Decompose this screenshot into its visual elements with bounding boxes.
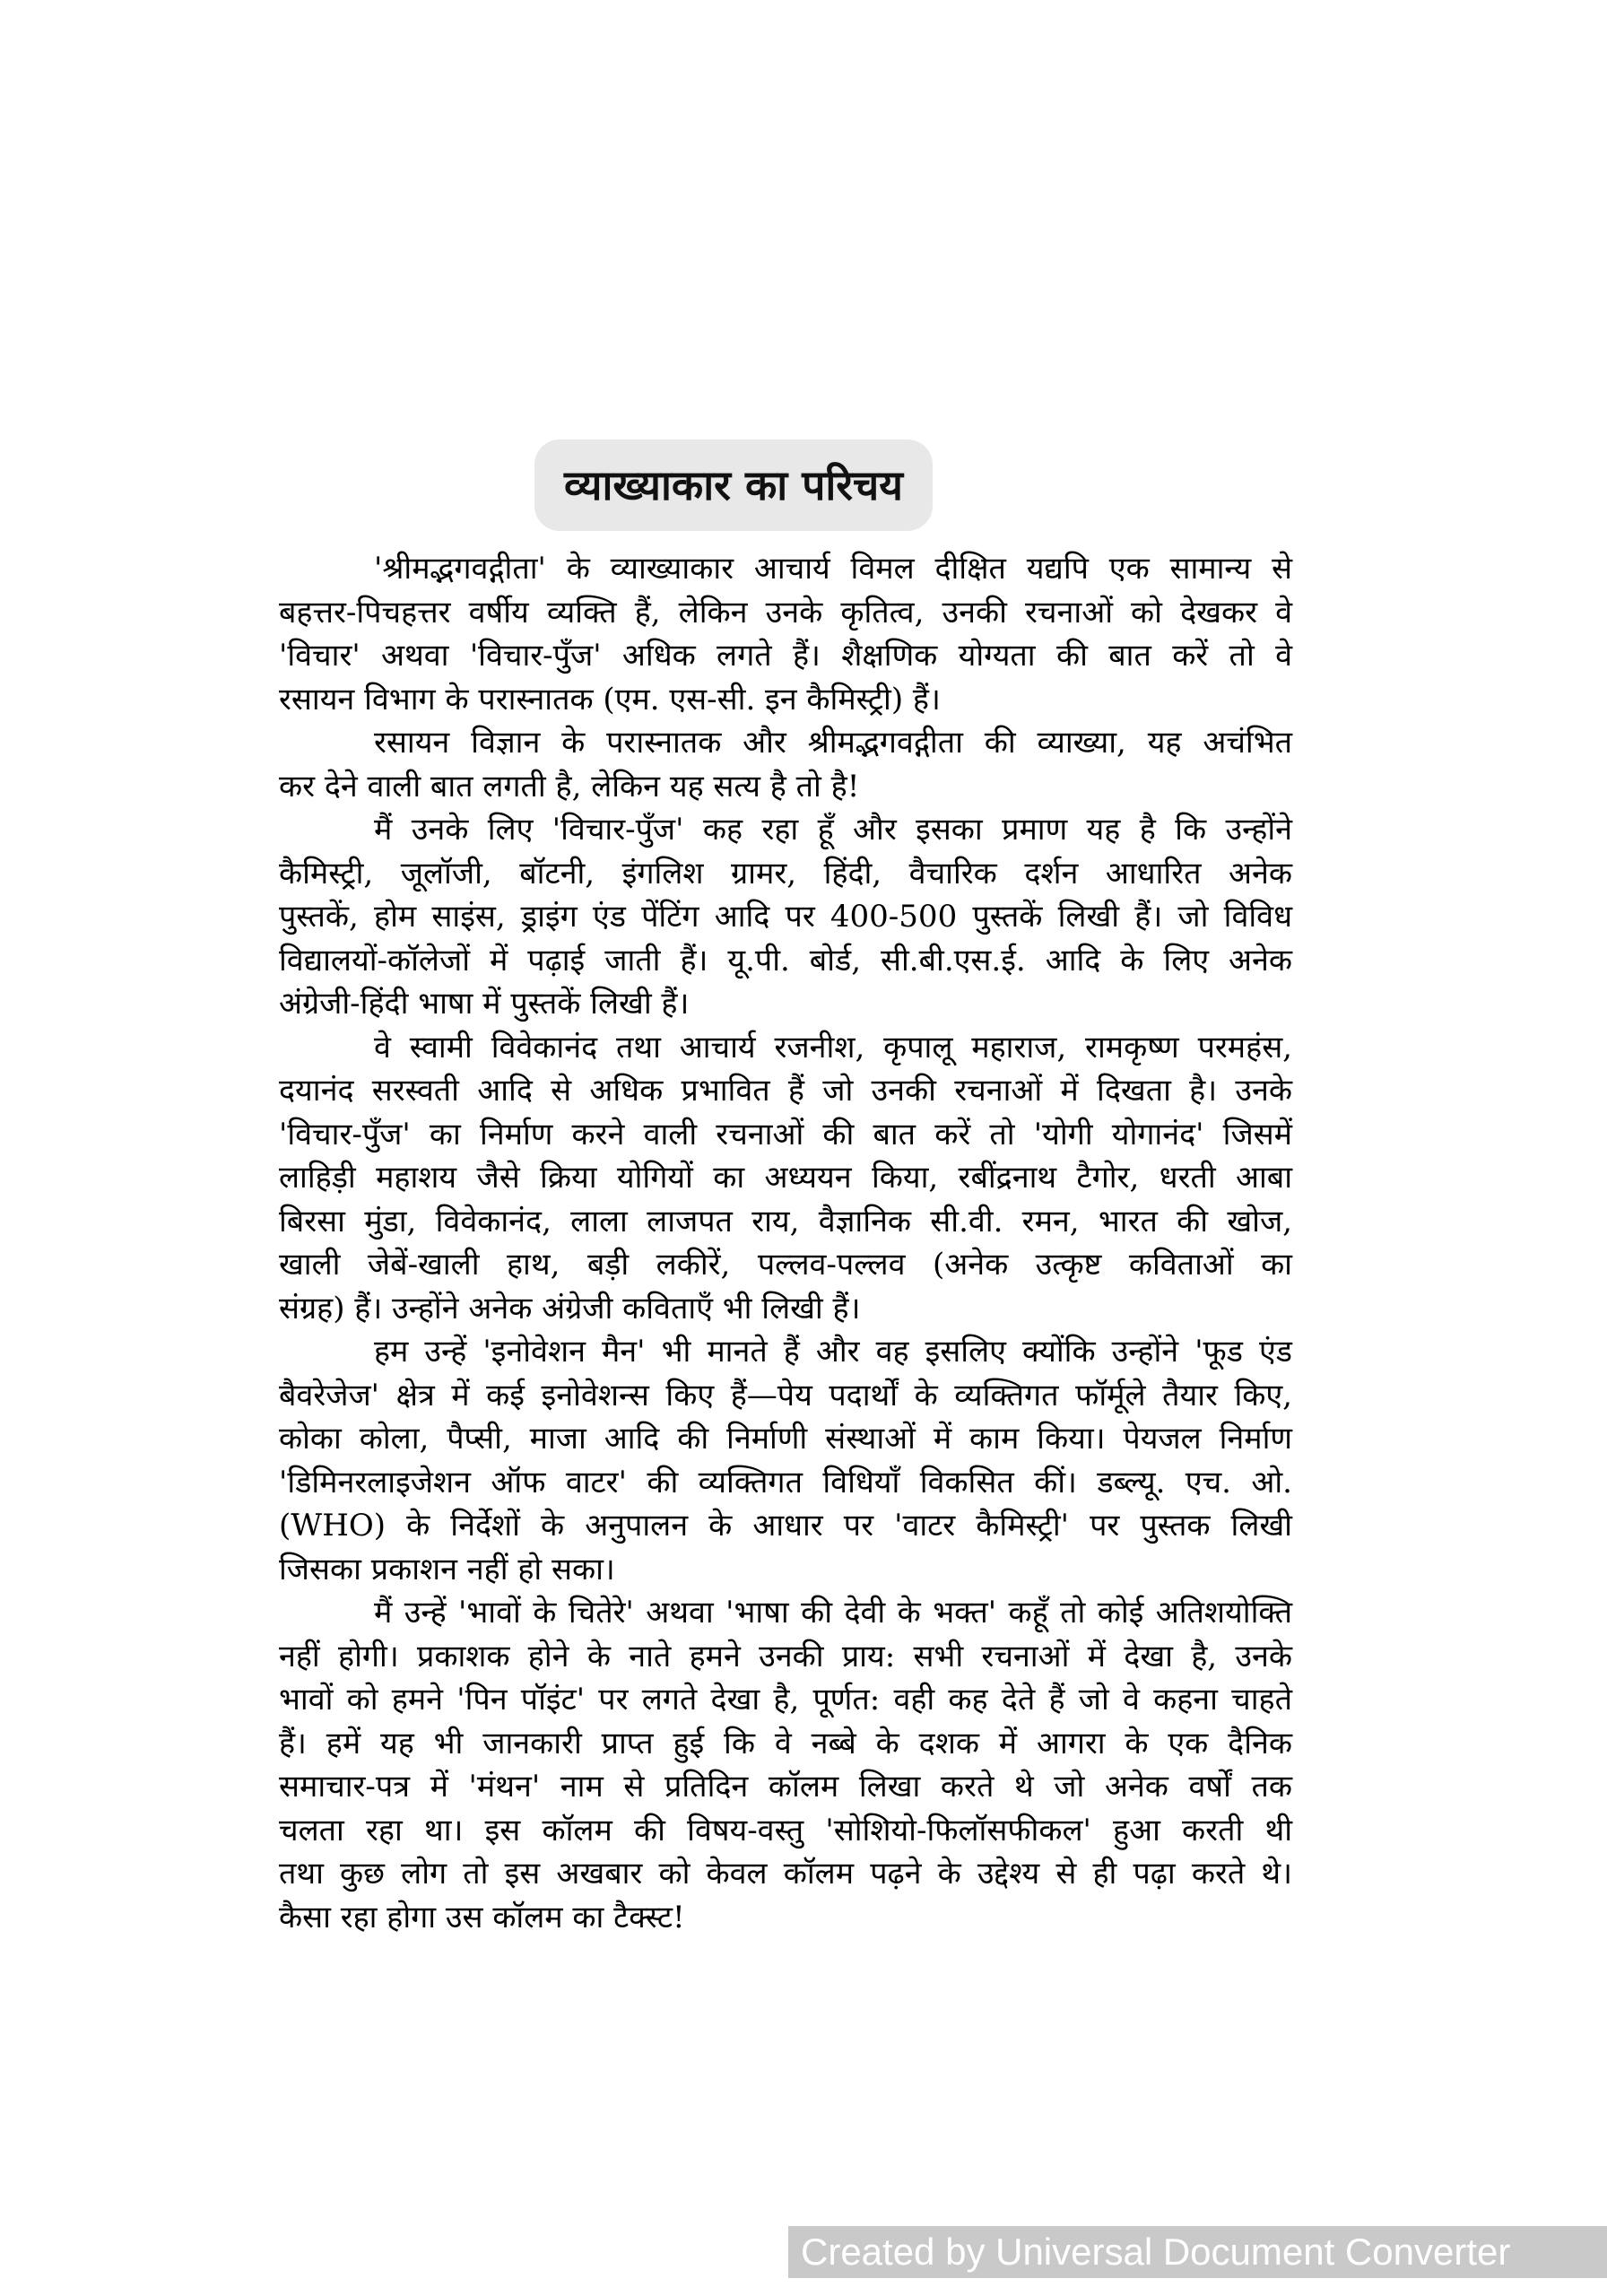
text-line: हम उन्हें 'इनोवेशन मैन' भी मानते हैं और वह इसलिए क्योंकि उन्होंने 'फूड एंड xyxy=(374,1334,1292,1370)
watermark-bar xyxy=(788,2226,1607,2278)
text-line: कैसा रहा होगा उस कॉलम का टैक्स्ट! xyxy=(279,1899,685,1935)
text-line: बहत्तर-पिचहत्तर वर्षीय व्यक्ति हैं, लेकिन उनके कृतित्व, उनकी रचनाओं को देखकर वे xyxy=(279,594,1292,631)
text-line: संग्रह) हैं। उन्होंने अनेक अंग्रेजी कविताएँ भी लिखी हैं। xyxy=(279,1290,861,1326)
text-line: रसायन विज्ञान के परास्नातक और श्रीमद्भगवद्गीता की व्याख्या, यह अचंभित xyxy=(374,725,1292,761)
text-line: मैं उन्हें 'भावों के चितेरे' अथवा 'भाषा की देवी के भक्त' कहूँ तो कोई अतिशयोक्ति xyxy=(374,1595,1292,1631)
watermark-text: Created by Universal Document Converter xyxy=(801,2231,1511,2273)
text-line: 'विचार' अथवा 'विचार-पुँज' अधिक लगते हैं। शैक्षणिक योग्यता की बात करें तो वे xyxy=(279,638,1292,674)
text-line: दयानंद सरस्वती आदि से अधिक प्रभावित हैं जो उनकी रचनाओं में दिखता है। उनके xyxy=(279,1073,1292,1109)
text-line: विद्यालयों-कॉलेजों में पढ़ाई जाती हैं। यू.पी. बोर्ड, सी.बी.एस.ई. आदि के लिए अनेक xyxy=(279,942,1292,978)
text-line: मैं उनके लिए 'विचार-पुँज' कह रहा हूँ और इसका प्रमाण यह है कि उन्होंने xyxy=(374,812,1292,848)
text-line: बैवरेजेज' क्षेत्र में कई इनोवेशन्स किए हैं—पेय पदार्थों के व्यक्तिगत फॉर्मूले तैयार किए, xyxy=(279,1377,1292,1413)
text-line: लाहिड़ी महाशय जैसे क्रिया योगियों का अध्ययन किया, रबींद्रनाथ टैगोर, धरती आबा xyxy=(279,1160,1292,1196)
text-line: अंग्रेजी-हिंदी भाषा में पुस्तकें लिखी हैं। xyxy=(279,986,690,1022)
text-line: तथा कुछ लोग तो इस अखबार को केवल कॉलम पढ़ने के उद्देश्य से ही पढ़ा करते थे। xyxy=(279,1856,1292,1892)
paragraph xyxy=(279,808,1292,1026)
body-text xyxy=(279,547,1292,1939)
paragraph xyxy=(279,721,1292,808)
text-line: 'डिमिनरलाइजेशन ऑफ वाटर' की व्यक्तिगत विधियाँ विकसित कीं। डब्ल्यू. एच. ओ. xyxy=(279,1464,1292,1500)
text-line: खाली जेबें-खाली हाथ, बड़ी लकीरें, पल्लव-पल्लव (अनेक उत्कृष्ट कविताओं का xyxy=(279,1247,1292,1283)
text-line: 'श्रीमद्भगवद्गीता' के व्याख्याकार आचार्य विमल दीक्षित यद्यपि एक सामान्य से xyxy=(374,551,1292,587)
text-line: (WHO) के निर्देशों के अनुपालन के आधार पर 'वाटर कैमिस्ट्री' पर पुस्तक लिखी xyxy=(279,1508,1292,1544)
text-line: जिसका प्रकाशन नहीं हो सका। xyxy=(279,1551,615,1587)
paragraph xyxy=(279,547,1292,721)
paragraph xyxy=(279,1591,1292,1939)
section-title-box xyxy=(534,439,933,531)
text-line: रसायन विभाग के परास्नातक (एम. एस-सी. इन कैमिस्ट्री) हैं। xyxy=(279,681,941,718)
text-line: 'विचार-पुँज' का निर्माण करने वाली रचनाओं की बात करें तो 'योगी योगानंद' जिसमें xyxy=(279,1116,1292,1152)
text-line: नहीं होगी। प्रकाशक होने के नाते हमने उनकी प्राय: सभी रचनाओं में देखा है, उनके xyxy=(279,1638,1292,1674)
text-line: बिरसा मुंडा, विवेकानंद, लाला लाजपत राय, वैज्ञानिक सी.वी. रमन, भारत की खोज, xyxy=(279,1203,1292,1239)
text-line: कोका कोला, पैप्सी, माजा आदि की निर्माणी संस्थाओं में काम किया। पेयजल निर्माण xyxy=(279,1421,1292,1457)
text-line: हैं। हमें यह भी जानकारी प्राप्त हुई कि वे नब्बे के दशक में आगरा के एक दैनिक xyxy=(279,1725,1292,1761)
text-line: पुस्तकें, होम साइंस, ड्राइंग एंड पेंटिंग आदि पर 400-500 पुस्तकें लिखी हैं। जो विविध xyxy=(279,899,1292,935)
text-line: चलता रहा था। इस कॉलम की विषय-वस्तु 'सोशियो-फिलॉसफीकल' हुआ करती थी xyxy=(279,1812,1292,1848)
page-title: व्याख्याकार का परिचय xyxy=(564,461,903,509)
paragraph xyxy=(279,1026,1292,1331)
text-line: समाचार-पत्र में 'मंथन' नाम से प्रतिदिन कॉलम लिखा करते थे जो अनेक वर्षों तक xyxy=(279,1769,1292,1805)
text-line: कैमिस्ट्री, जूलॉजी, बॉटनी, इंगलिश ग्रामर, हिंदी, वैचारिक दर्शन आधारित अनेक xyxy=(279,855,1292,891)
paragraph xyxy=(279,1330,1292,1591)
text-line: भावों को हमने 'पिन पॉइंट' पर लगते देखा है, पूर्णत: वही कह देते हैं जो वे कहना चाहते xyxy=(279,1682,1292,1718)
text-line: वे स्वामी विवेकानंद तथा आचार्य रजनीश, कृपालू महाराज, रामकृष्ण परमहंस, xyxy=(374,1029,1292,1065)
text-line: कर देने वाली बात लगती है, लेकिन यह सत्य है तो है! xyxy=(279,768,860,804)
